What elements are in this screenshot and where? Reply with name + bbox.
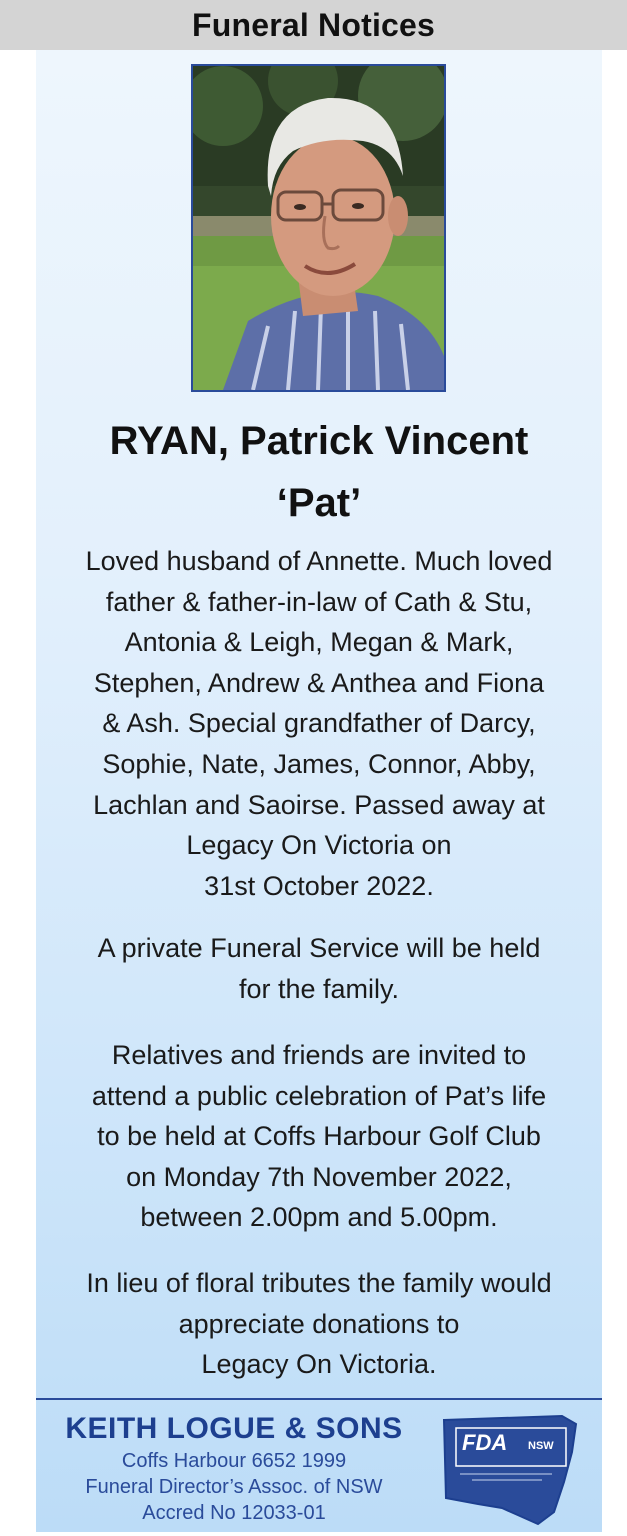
portrait-photo <box>191 64 446 392</box>
funeral-director-association: Funeral Director’s Assoc. of NSW <box>85 1476 383 1498</box>
divider <box>36 1398 602 1400</box>
notice-paragraph-donations <box>46 1263 592 1385</box>
notice-line: Sophie, Nate, James, Connor, Abby, <box>102 748 536 779</box>
notice-line: father & father-in-law of Cath & Stu, <box>105 586 533 617</box>
notice-line: In lieu of floral tributes the family would <box>86 1268 552 1298</box>
notice-line: A private Funeral Service will be held <box>97 933 541 963</box>
section-header <box>0 0 627 50</box>
notice-line: attend a public celebration of Pat’s life <box>91 1080 547 1111</box>
deceased-nickname: ‘Pat’ <box>276 481 362 525</box>
funeral-notice <box>36 50 602 1532</box>
notice-paragraph-service <box>46 928 592 1009</box>
notice-line: for the family. <box>238 973 400 1004</box>
notice-line: appreciate donations to <box>178 1308 460 1339</box>
notice-line: on Monday 7th November 2022, <box>126 1161 512 1192</box>
notice-line: Stephen, Andrew & Anthea and Fiona <box>93 667 545 698</box>
portrait-illustration <box>193 66 444 390</box>
fda-nsw-logo <box>442 1412 582 1528</box>
funeral-director-name: KEITH LOGUE & SONS <box>65 1412 403 1445</box>
notice-paragraph-celebration <box>46 1035 592 1238</box>
deceased-name: RYAN, Patrick Vincent <box>109 419 529 463</box>
fda-logo-sub: NSW <box>528 1440 554 1452</box>
fda-logo-text: FDA <box>462 1430 508 1455</box>
notice-paragraph-family <box>46 541 592 906</box>
funeral-director-accreditation: Accred No 12033-01 <box>142 1502 326 1524</box>
section-title: Funeral Notices <box>191 6 436 43</box>
notice-line: Legacy On Victoria. <box>201 1349 437 1380</box>
notice-line: & Ash. Special grandfather of Darcy, <box>102 708 536 739</box>
notice-line: Loved husband of Annette. Much loved <box>85 546 553 576</box>
notice-line: between 2.00pm and 5.00pm. <box>140 1202 498 1233</box>
funeral-director-phone: Coffs Harbour 6652 1999 <box>121 1450 347 1472</box>
notice-line: 31st October 2022. <box>204 870 434 901</box>
notice-line: Legacy On Victoria on <box>186 830 452 861</box>
notice-line: Antonia & Leigh, Megan & Mark, <box>124 627 514 658</box>
notice-line: Lachlan and Saoirse. Passed away at <box>93 789 545 820</box>
notice-line: to be held at Coffs Harbour Golf Club <box>97 1121 541 1152</box>
notice-line: Relatives and friends are invited to <box>111 1040 527 1070</box>
